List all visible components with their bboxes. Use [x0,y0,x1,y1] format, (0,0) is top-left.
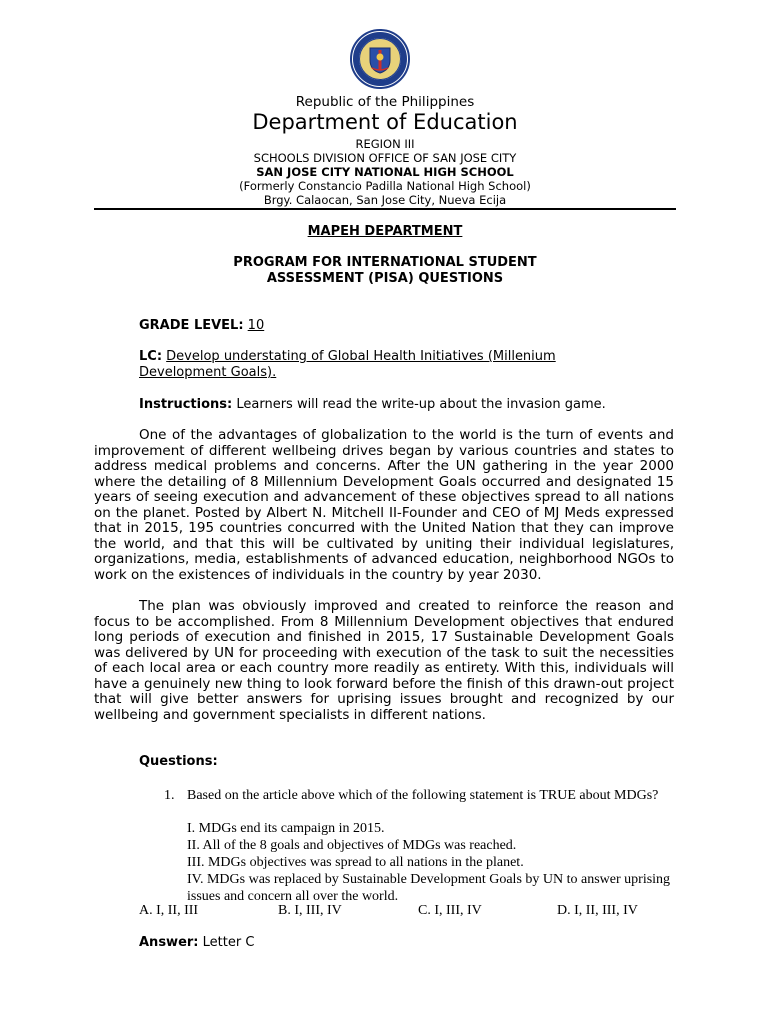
header-divider [94,208,676,210]
department-heading: Department of Education [252,110,518,134]
question-option-1: I. MDGs end its campaign in 2015. [187,821,385,836]
question-option-3: III. MDGs objectives was spread to all nations in the planet. [187,855,524,870]
division-line: SCHOOLS DIVISION OFFICE OF SAN JOSE CITY [253,151,517,165]
answer-text: Letter C [202,935,255,950]
lc-text: Develop understating of Global Health Initiatives (Millenium Development Goals). [139,349,556,380]
choice-a: A. I, II, III [139,903,199,918]
question-option-2: II. All of the 8 goals and objectives of MDGs was reached. [187,838,517,853]
program-title-line-1: PROGRAM FOR INTERNATIONAL STUDENT [233,255,537,270]
department-title: MAPEH DEPARTMENT [307,224,463,239]
question-number: 1. [164,788,175,803]
republic-heading: Republic of the Philippines [295,94,475,110]
grade-level-label: GRADE LEVEL: [139,318,244,333]
school-address: Brgy. Calaocan, San Jose City, Nueva Ecija [263,193,507,207]
answer-label: Answer: [139,935,199,950]
choice-b: B. I, III, IV [278,903,342,918]
grade-level-value: 10 [247,318,265,333]
article-paragraph-1: One of the advantages of globalization to the world is the turn of events and improvement of different wellbeing drives began by various countries and states to address medical problems and concerns. After the UN gathering in the year 2000 where the detailing of 8 Millennium Development Goals occurred and designated 15 years of seeing execution and advancement of these objectives spread to all nations on the planet. Posted by Albert N. Mitchell II-Founder and CEO of MJ Meds expressed that in 2015, 195 countries concurred with the United Nation that they can improve the world, and that this will be cultivated by uniting their individual legislatures, organizations, media, establishments of advanced education, neighborhood NGOs to work on the existences of individuals in the country by year 2030. [94,427,674,583]
region-line: REGION III [355,137,415,151]
school-name: SAN JOSE CITY NATIONAL HIGH SCHOOL [256,165,514,179]
program-title [94,255,676,287]
question-option-4: IV. MDGs was replaced by Sustainable Development Goals by UN to answer uprising issues and concern all over the world. [187,872,671,904]
former-name: (Formerly Constancio Padilla National High School) [239,179,531,193]
learning-competency-field [139,349,609,381]
questions-label: Questions: [139,754,218,769]
lc-label: LC: [139,349,163,364]
deped-seal-icon [343,28,417,90]
question-stem: Based on the article above which of the following statement is TRUE about MDGs? [187,788,659,803]
program-title-line-2: ASSESSMENT (PISA) QUESTIONS [266,271,504,286]
instructions-field [139,397,606,413]
article-paragraph-2: The plan was obviously improved and created to reinforce the reason and focus to be accomplished. From 8 Millennium Development objectives that endured long periods of execution and finished in 2015, 17 Sustainable Development Goals was delivered by UN for proceeding with execution of the task to suit the necessities of each local area or each country more readily as entirety. With this, individuals will have a genuinely new thing to look forward before the finish of this drawn-out project that will give better answers for uprising issues brought and recognized by our wellbeing and government specialists in different nations. [94,598,674,723]
instructions-text: Learners will read the write-up about the invasion game. [236,397,606,412]
choice-d: D. I, II, III, IV [557,903,638,918]
choice-c: C. I, III, IV [418,903,482,918]
instructions-label: Instructions: [139,397,233,412]
answer-line [139,935,254,950]
grade-level-field [139,318,264,334]
